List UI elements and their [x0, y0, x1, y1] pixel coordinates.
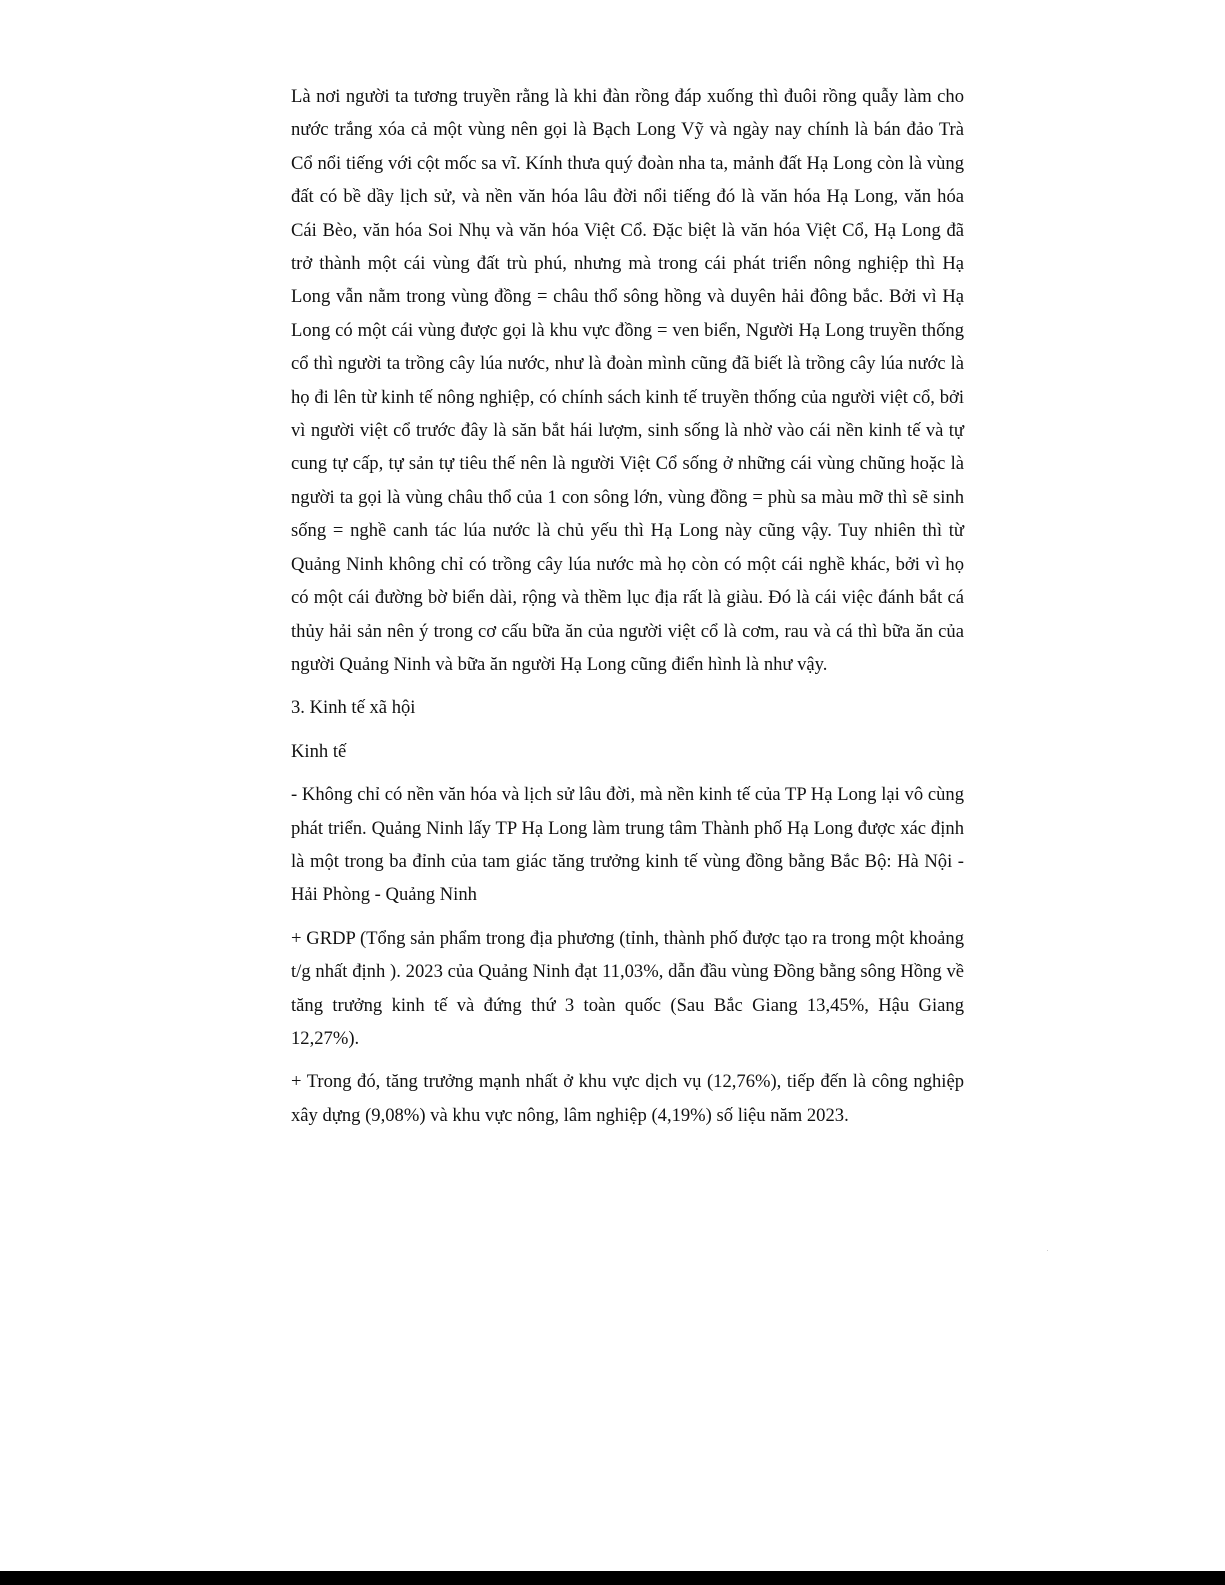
subheading-economy: Kinh tế [291, 740, 347, 762]
scan-speck [1047, 1250, 1048, 1251]
document-body [291, 80, 964, 1142]
bottom-scan-border [0, 1571, 1225, 1585]
paragraph-grdp: + GRDP (Tổng sản phẩm trong địa phương (tỉnh, thành phố được tạo ra trong một khoảng t/g nhất định ). 2023 của Quảng Ninh đạt 11,03%, dẫn đầu vùng Đồng bằng sông Hồng về tăng trưởng kinh tế và đứng thứ 3 toàn quốc (Sau Bắc Giang 13,45%, Hậu Giang 12,27%). [291, 927, 964, 1049]
paragraph-economy-overview: - Không chỉ có nền văn hóa và lịch sử lâu đời, mà nền kinh tế của TP Hạ Long lại vô cùng phát triển. Quảng Ninh lấy TP Hạ Long làm trung tâm Thành phố Hạ Long được xác định là một trong ba đỉnh của tam giác tăng trưởng kinh tế vùng đồng bằng Bắc Bộ: Hà Nội - Hải Phòng - Quảng Ninh [291, 784, 964, 906]
section-heading-economy-society: 3. Kinh tế xã hội [291, 697, 416, 719]
paragraph-growth-sectors: + Trong đó, tăng trưởng mạnh nhất ở khu vực dịch vụ (12,76%), tiếp đến là công nghiệp xây dựng (9,08%) và khu vực nông, lâm nghiệp (4,19%) số liệu năm 2023. [291, 1071, 964, 1126]
paragraph-ha-long-history: Là nơi người ta tương truyền rằng là khi đàn rồng đáp xuống thì đuôi rồng quẫy làm cho nước trắng xóa cả một vùng nên gọi là Bạch Long Vỹ và ngày nay chính là bán đảo Trà Cổ nổi tiếng với cột mốc sa vĩ. Kính thưa quý đoàn nha ta, mảnh đất Hạ Long còn là vùng đất có bề dầy lịch sử, và nền văn hóa lâu đời nổi tiếng đó là văn hóa Hạ Long, văn hóa Cái Bèo, văn hóa Soi Nhụ và văn hóa Việt Cổ. Đặc biệt là văn hóa Việt Cổ, Hạ Long đã trở thành một cái vùng đất trù phú, nhưng mà trong cái phát triển nông nghiệp thì Hạ Long vẫn nằm trong vùng đồng = châu thổ sông hồng và duyên hải đông bắc. Bởi vì Hạ Long có một cái vùng được gọi là khu vực đồng = ven biển, Người Hạ Long truyền thống cổ thì người ta trồng cây lúa nước, như là đoàn mình cũng đã biết là trồng cây lúa nước là họ đi lên từ kinh tế nông nghiệp, có chính sách kinh tế truyền thống của người việt cổ, bởi vì người việt cổ trước đây là săn bắt hái lượm, sinh sống là nhờ vào cái nền kinh tế và tự cung tự cấp, tự sản tự tiêu thế nên là người Việt Cổ sống ở những cái vùng chũng hoặc là người ta gọi là vùng châu thổ của 1 con sông lớn, vùng đồng = phù sa màu mỡ thì sẽ sinh sống = nghề canh tác lúa nước là chủ yếu thì Hạ Long này cũng vậy. Tuy nhiên thì từ Quảng Ninh không chỉ có trồng cây lúa nước mà họ còn có một cái nghề khác, bởi vì họ có một cái đường bờ biển dài, rộng và thềm lục địa rất là giàu. Đó là cái việc đánh bắt cá thủy hải sản nên ý trong cơ cấu bữa ăn của người việt cổ là cơm, rau và cá thì bữa ăn của người Quảng Ninh và bữa ăn người Hạ Long cũng điển hình là như vậy. [291, 86, 964, 675]
